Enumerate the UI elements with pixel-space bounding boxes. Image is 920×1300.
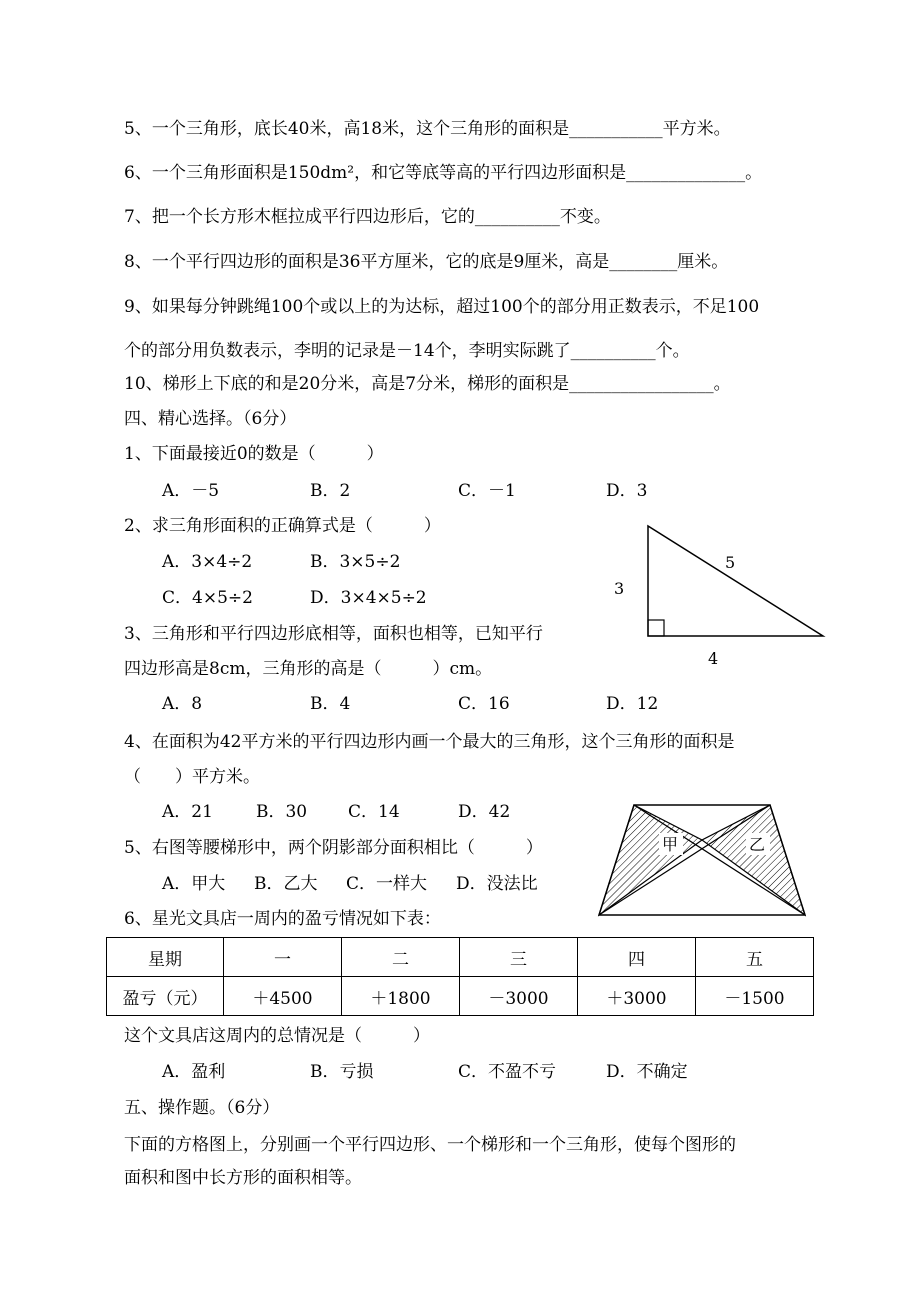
fill-q10: 10、梯形上下底的和是20分米，高是7分米，梯形的面积是_________________。 xyxy=(124,374,731,394)
option: C．16 xyxy=(458,694,510,714)
table-cell: ＋4500 xyxy=(224,977,342,1016)
s4-q3-stem-line2: 四边形高是8cm，三角形的高是（ ）cm。 xyxy=(124,659,493,679)
fill-q9-line1: 9、如果每分钟跳绳100个或以上的为达标，超过100个的部分用正数表示，不足100 xyxy=(124,297,760,317)
option: C．一样大 xyxy=(346,874,428,894)
trapezoid-figure xyxy=(594,800,840,922)
option: B．3×5÷2 xyxy=(310,552,401,572)
s4-q4-stem-line1: 4、在面积为42平方米的平行四边形内画一个最大的三角形，这个三角形的面积是 xyxy=(124,732,735,752)
option: B．30 xyxy=(256,802,308,822)
shaded-region-label: 甲 xyxy=(662,835,679,854)
option: C．－1 xyxy=(458,481,516,501)
table-cell: 五 xyxy=(696,938,814,977)
option: A．甲大 xyxy=(162,874,226,894)
fill-q5: 5、一个三角形，底长40米，高18米，这个三角形的面积是___________平方米。 xyxy=(124,119,731,139)
table-row xyxy=(107,938,814,977)
table-cell: ＋1800 xyxy=(342,977,460,1016)
s4-q1-stem: 1、下面最接近0的数是（ ） xyxy=(124,444,384,464)
section5-title: 五、操作题。（6分） xyxy=(124,1098,280,1118)
option: A．21 xyxy=(162,802,213,822)
s4-q3-stem-line1: 3、三角形和平行四边形底相等，面积也相等，已知平行 xyxy=(124,624,543,644)
table-cell: 盈亏（元） xyxy=(107,977,224,1016)
section4-title: 四、精心选择。（6分） xyxy=(124,409,297,429)
right-triangle-figure xyxy=(600,520,840,670)
section5-text-line1: 下面的方格图上，分别画一个平行四边形、一个梯形和一个三角形，使每个图形的 xyxy=(124,1135,736,1155)
option: B．乙大 xyxy=(254,874,318,894)
leg-left-label: 3 xyxy=(614,579,625,598)
fill-q9-line2: 个的部分用负数表示，李明的记录是－14个，李明实际跳了__________个。 xyxy=(124,341,690,361)
option: D．42 xyxy=(458,802,511,822)
option: D．没法比 xyxy=(456,874,538,894)
hypotenuse-label: 5 xyxy=(725,553,736,572)
option: A．－5 xyxy=(162,481,220,501)
table-cell: 一 xyxy=(224,938,342,977)
table-cell: 星期 xyxy=(107,938,224,977)
option: B．4 xyxy=(310,694,351,714)
table-cell: ＋3000 xyxy=(578,977,696,1016)
s4-q2-stem: 2、求三角形面积的正确算式是（ ） xyxy=(124,516,441,536)
table-cell: －1500 xyxy=(696,977,814,1016)
option: A．盈利 xyxy=(162,1062,226,1082)
option: B．2 xyxy=(310,481,351,501)
leg-bottom-label: 4 xyxy=(708,649,719,668)
option: C．不盈不亏 xyxy=(458,1062,557,1082)
fill-q8: 8、一个平行四边形的面积是36平方厘米，它的底是9厘米，高是________厘米。 xyxy=(124,252,729,272)
option: B．亏损 xyxy=(310,1062,374,1082)
fill-q7: 7、把一个长方形木框拉成平行四边形后，它的__________不变。 xyxy=(124,207,611,227)
table-cell: －3000 xyxy=(460,977,578,1016)
table-cell: 四 xyxy=(578,938,696,977)
table-cell: 三 xyxy=(460,938,578,977)
s4-q4-stem-line2: （ ）平方米。 xyxy=(124,767,260,787)
table-row xyxy=(107,977,814,1016)
shaded-region-label: 乙 xyxy=(749,835,766,854)
option: C．14 xyxy=(348,802,400,822)
option: A．8 xyxy=(162,694,203,714)
option: D．不确定 xyxy=(606,1062,688,1082)
section5-text-line2: 面积和图中长方形的面积相等。 xyxy=(124,1168,362,1188)
option: D．3 xyxy=(606,481,648,501)
profit-loss-table xyxy=(106,937,814,1016)
option: D．12 xyxy=(606,694,659,714)
s4-q6-question: 这个文具店这周内的总情况是（ ） xyxy=(124,1026,430,1046)
s4-q6-stem: 6、星光文具店一周内的盈亏情况如下表： xyxy=(124,909,441,929)
s4-q5-stem: 5、右图等腰梯形中，两个阴影部分面积相比（ ） xyxy=(124,838,543,858)
option: A．3×4÷2 xyxy=(162,552,253,572)
option: D．3×4×5÷2 xyxy=(310,588,427,608)
fill-q6: 6、一个三角形面积是150dm²，和它等底等高的平行四边形面积是______________。 xyxy=(124,163,763,183)
option: C．4×5÷2 xyxy=(162,588,253,608)
table-cell: 二 xyxy=(342,938,460,977)
